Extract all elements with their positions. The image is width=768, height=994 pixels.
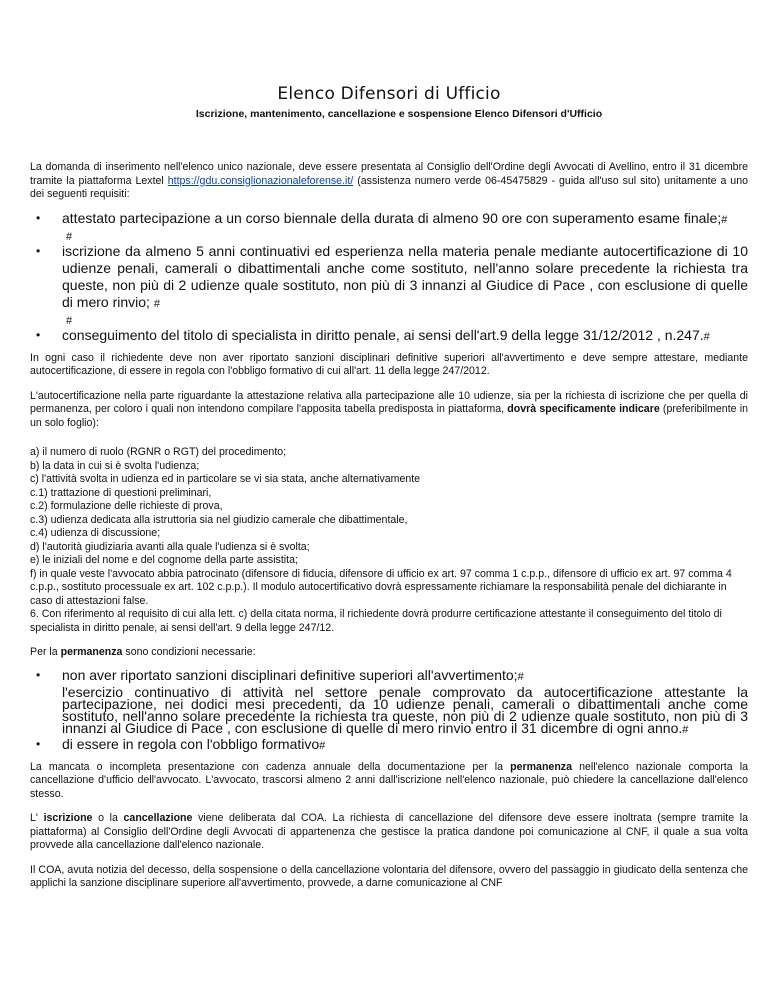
requirement-item: • attestato partecipazione a un corso biennale della durata di almeno 90 ore con superamento esame finale;# [30, 210, 748, 229]
permanenza-item: • di essere in regola con l'obbligo formativo# [30, 736, 748, 755]
list-item: b) la data in cui si è svolta l'udienza; [30, 459, 200, 472]
list-item: c.3) udienza dedicata alla istruttoria sia nel giudizio camerale che dibattimentale, [30, 513, 408, 526]
list-item: e) le iniziali del nome e del cognome della parte assistita; [30, 554, 298, 566]
permanenza-item: l'esercizio continuativo di attività nel settore penale comprovato da autocertificazione attestante la partecipazione, nei dodici mesi precedenti, da 10 udienze penali, camerali o dibattimentali anche come sostituto, nell'anno solare precedente la richiesta tra queste, non più di 2 udienze quale sostituto, non più di 3 innanzi al Giudice di Pace , con esclusione di quelle di mero rinvio entro il 31 dicembre di ogni anno.# [62, 683, 748, 736]
gdu-link[interactable]: https://gdu.consiglionazionaleforense.it/ [167, 174, 354, 187]
mancata-paragraph: La mancata o incompleta presentazione con cadenza annuale della documentazione per la permanenza nell'elenco nazionale comporta la cancellazione d'ufficio dell'avvocato. L'avvocato, trascorsi almeno 2 anni dall'iscrizione nell'elenco nazionale, può chiedere la cancellazione dall'elenco stesso. [30, 760, 748, 800]
document-page [30, 0, 748, 891]
autocertificazione-paragraph: L'autocertificazione nella parte riguardante la attestazione relativa alla partecipazione alle 10 udienze, sia per la richiesta di iscrizione che per quella di permanenza, per coloro i quali non intendono compilare l'apposita tabella predisposta in piattaforma, dovrà specificamente indicare (preferibilmente in un solo foglio): [30, 389, 748, 429]
list-item: c) l'attività svolta in udienza ed in particolare se vi sia stata, anche alternativamente [30, 473, 421, 485]
hash-mark: # [66, 230, 73, 243]
requirement-item: • conseguimento del titolo di specialista in diritto penale, ai sensi dell'art.9 della legge 31/12/2012 , n.247.# [30, 327, 748, 346]
requirements-list [30, 210, 748, 346]
permanenza-item: • non aver riportato sanzioni disciplinari definitive superiori all'avvertimento;# [30, 667, 748, 686]
requirement-item: • iscrizione da almeno 5 anni continuativi ed esperienza nella materia penale mediante autocertificazione di 10 udienze penali, camerali o dibattimentali anche come sostituto, nell'anno solare precedente la richiesta tra queste, non più di 2 udienze quale sostituto, non più di 3 innanzi al Giudice di Pace , con esclusione di quelle di mero rinvio; # [30, 243, 748, 313]
hash-mark: # [66, 314, 73, 327]
list-item: c.4) udienza di discussione; [30, 527, 161, 539]
permanenza-intro: Per la permanenza sono condizioni necessarie: [30, 646, 256, 658]
coa-paragraph: Il COA, avuta notizia del decesso, della sospensione o della cancellazione volontaria del difensore, ovvero del passaggio in giudicato della sentenza che applichi la sanzione disciplinare superiore all'avvertimento, provvede, a darne comunicazione al CNF [30, 863, 748, 889]
page-subtitle: Iscrizione, mantenimento, cancellazione e sospensione Elenco Difensori d'Ufficio [195, 108, 603, 120]
list-item: 6. Con riferimento al requisito di cui alla lett. c) della citata norma, il richiedente dovrà produrre certificazione attestante il conseguimento del titolo di specialista in diritto penale, ai sensi dell'art. 9 della legge 247/12. [30, 608, 722, 634]
list-item: f) in quale veste l'avvocato abbia patrocinato (difensore di fiducia, difensore di ufficio ex art. 97 comma 1 c.p.p., difensore di ufficio ex art. 97 comma 4 c.p.p., sostituto processuale ex art. 102 c.p.p.). Il modulo autocertificativo dovrà espressamente richiamare la responsabilità penale del dichiarante in caso di attestazioni false. [30, 567, 732, 607]
list-item: c.2) formulazione delle richieste di prova, [30, 500, 223, 512]
list-item: c.1) trattazione di questioni preliminari, [30, 486, 212, 499]
list-item: d) l'autorità giudiziaria avanti alla quale l'udienza si è svolta; [30, 540, 310, 553]
iscrizione-paragraph: L' iscrizione o la cancellazione viene deliberata dal COA. La richiesta di cancellazione del difensore deve essere inoltrata (sempre tramite la piattaforma) al Consiglio dell'Ordine degli Avvocati di appartenenza che gestisce la pratica dandone poi comunicazione al CNF, il quale a sua volta provvede alla cancellazione dall'elenco nazionale. [30, 812, 748, 851]
permanenza-list [30, 667, 748, 755]
udienze-details-list [30, 446, 748, 635]
intro-paragraph: La domanda di inserimento nell'elenco unico nazionale, deve essere presentata al Consiglio dell'Ordine degli Avvocati di Avellino, entro il 31 dicembre tramite la piattaforma Lextel https://gdu.consiglionazionaleforense.it/ (assistenza numero verde 06-45475829 - guida all'uso sul sito) unitamente a uno dei seguenti requisiti: [30, 161, 748, 200]
sanzioni-paragraph: In ogni caso il richiedente deve non aver riportato sanzioni disciplinari definitive superiori all'avvertimento e deve sempre attestare, mediante autocertificazione, di essere in regola con l'obbligo formativo di cui all'art. 11 della legge 247/2012. [30, 351, 748, 377]
list-item: a) il numero di ruolo (RGNR o RGT) del procedimento; [30, 446, 287, 458]
page-title: Elenco Difensori di Ufficio [277, 84, 501, 104]
